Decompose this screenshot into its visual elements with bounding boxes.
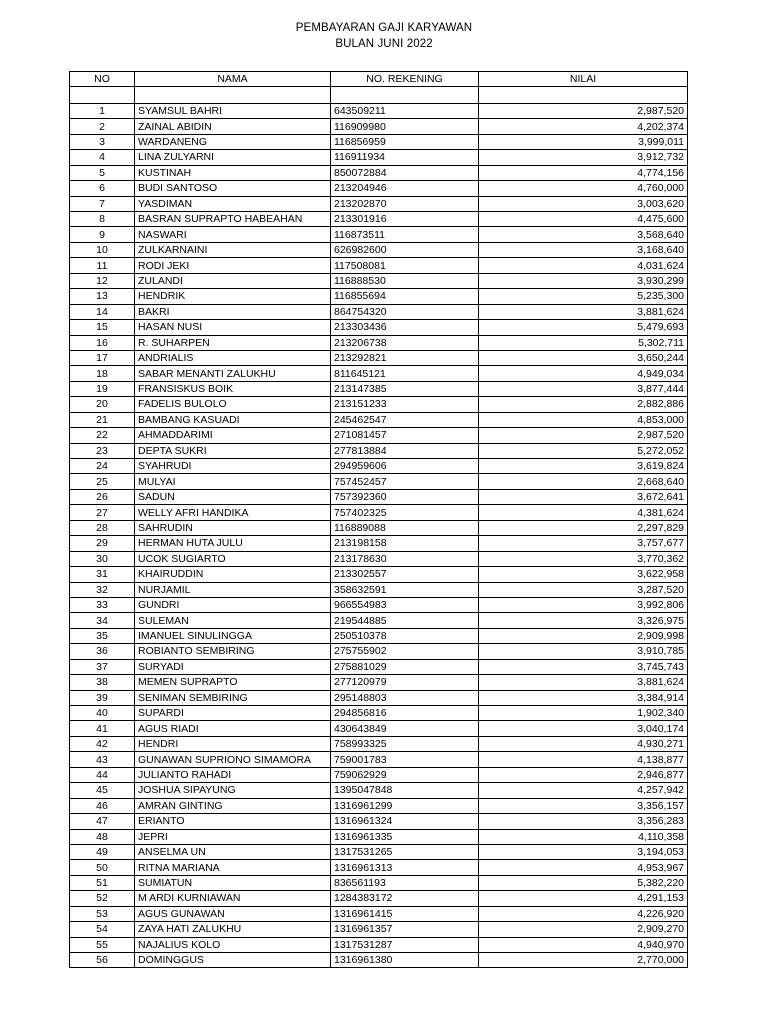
employee-name: IMANUEL SINULINGGA [135,628,331,643]
table-row [70,474,688,489]
row-number: 35 [70,628,135,643]
row-number: 34 [70,613,135,628]
employee-name: BASRAN SUPRAPTO HABEAHAN [135,212,331,227]
row-number: 45 [70,783,135,798]
employee-name: SURYADI [135,659,331,674]
salary-amount: 4,853,000 [479,412,688,427]
employee-name: HENDRI [135,736,331,751]
document-title: PEMBAYARAN GAJI KARYAWAN [295,22,473,34]
salary-amount: 4,475,600 [479,212,688,227]
salary-amount: 5,302,711 [479,335,688,350]
table-row [70,536,688,551]
salary-amount: 4,953,967 [479,860,688,875]
table-row [70,273,688,288]
row-number: 32 [70,582,135,597]
employee-name: BAKRI [135,304,331,319]
blank-cell [331,87,479,104]
salary-amount: 4,930,271 [479,736,688,751]
employee-name: ZULKARNAINI [135,242,331,257]
employee-name: JEPRI [135,829,331,844]
employee-name: BAMBANG KASUADI [135,412,331,427]
table-row [70,520,688,535]
employee-name: ZULANDI [135,273,331,288]
table-row [70,783,688,798]
salary-amount: 3,992,806 [479,597,688,612]
table-row [70,412,688,427]
account-number: 213303436 [331,320,479,335]
account-number: 1316961324 [331,814,479,829]
account-number: 219544885 [331,613,479,628]
column-header-no: NO [70,72,135,87]
table-row [70,258,688,273]
table-row [70,613,688,628]
salary-amount: 4,257,942 [479,783,688,798]
account-number: 213301916 [331,212,479,227]
employee-name: RODI JEKI [135,258,331,273]
account-number: 116856959 [331,134,479,149]
table-row [70,644,688,659]
account-number: 117508081 [331,258,479,273]
table-row [70,582,688,597]
table-row [70,489,688,504]
salary-amount: 3,622,958 [479,567,688,582]
row-number: 10 [70,242,135,257]
account-number: 116873511 [331,227,479,242]
row-number: 18 [70,366,135,381]
salary-amount: 3,930,299 [479,273,688,288]
account-number: 116911934 [331,150,479,165]
employee-name: NAJALIUS KOLO [135,937,331,952]
account-number: 626982600 [331,242,479,257]
employee-name: DEPTA SUKRI [135,443,331,458]
row-number: 36 [70,644,135,659]
salary-amount: 3,040,174 [479,721,688,736]
account-number: 213292821 [331,350,479,365]
account-number: 836561193 [331,875,479,890]
employee-name: NASWARI [135,227,331,242]
salary-amount: 4,202,374 [479,119,688,134]
table-row [70,397,688,412]
employee-name: JULIANTO RAHADI [135,767,331,782]
row-number: 50 [70,860,135,875]
table-row [70,844,688,859]
employee-name: ROBIANTO SEMBIRING [135,644,331,659]
salary-amount: 5,479,693 [479,320,688,335]
account-number: 1317531265 [331,844,479,859]
table-row [70,659,688,674]
employee-name: SADUN [135,489,331,504]
blank-cell [479,87,688,104]
account-number: 275755902 [331,644,479,659]
salary-amount: 2,770,000 [479,953,688,968]
account-number: 1316961357 [331,922,479,937]
account-number: 966554983 [331,597,479,612]
employee-name: HASAN NUSI [135,320,331,335]
payroll-table [69,71,688,968]
employee-name: JOSHUA SIPAYUNG [135,783,331,798]
salary-amount: 3,912,732 [479,150,688,165]
employee-name: ANSELMA UN [135,844,331,859]
table-row [70,922,688,937]
account-number: 271081457 [331,428,479,443]
account-number: 1317531287 [331,937,479,952]
table-row [70,165,688,180]
salary-amount: 4,760,000 [479,181,688,196]
account-number: 758993325 [331,736,479,751]
employee-name: MULYAI [135,474,331,489]
salary-amount: 4,949,034 [479,366,688,381]
table-row [70,289,688,304]
row-number: 14 [70,304,135,319]
row-number: 56 [70,953,135,968]
row-number: 20 [70,397,135,412]
account-number: 850072884 [331,165,479,180]
table-row [70,103,688,118]
employee-name: RITNA MARIANA [135,860,331,875]
account-number: 275881029 [331,659,479,674]
employee-name: ZAINAL ABIDIN [135,119,331,134]
account-number: 757452457 [331,474,479,489]
employee-name: GUNAWAN SUPRIONO SIMAMORA [135,752,331,767]
table-row [70,150,688,165]
row-number: 26 [70,489,135,504]
employee-name: WARDANENG [135,134,331,149]
salary-amount: 2,987,520 [479,428,688,443]
salary-amount: 4,226,920 [479,906,688,921]
employee-name: HERMAN HUTA JULU [135,536,331,551]
employee-name: SAHRUDIN [135,520,331,535]
row-number: 19 [70,381,135,396]
blank-cell [70,87,135,104]
employee-name: SULEMAN [135,613,331,628]
row-number: 16 [70,335,135,350]
employee-name: SUMIATUN [135,875,331,890]
salary-amount: 4,940,970 [479,937,688,952]
row-number: 38 [70,675,135,690]
account-number: 1316961380 [331,953,479,968]
account-number: 757402325 [331,505,479,520]
salary-amount: 3,168,640 [479,242,688,257]
account-number: 294856816 [331,706,479,721]
row-number: 30 [70,551,135,566]
column-header-nama: NAMA [135,72,331,87]
employee-name: HENDRIK [135,289,331,304]
table-row [70,381,688,396]
row-number: 42 [70,736,135,751]
document-subtitle: BULAN JUNI 2022 [335,38,433,50]
row-number: 53 [70,906,135,921]
table-row [70,320,688,335]
employee-name: UCOK SUGIARTO [135,551,331,566]
employee-name: FADELIS BULOLO [135,397,331,412]
account-number: 864754320 [331,304,479,319]
account-number: 245462547 [331,412,479,427]
account-number: 1316961415 [331,906,479,921]
employee-name: SENIMAN SEMBIRING [135,690,331,705]
salary-amount: 3,757,677 [479,536,688,551]
row-number: 41 [70,721,135,736]
account-number: 213302557 [331,567,479,582]
employee-name: AGUS RIADI [135,721,331,736]
employee-name: ERIANTO [135,814,331,829]
table-row [70,628,688,643]
account-number: 1284383172 [331,891,479,906]
table-row [70,134,688,149]
row-number: 11 [70,258,135,273]
table-row [70,829,688,844]
table-row [70,706,688,721]
salary-amount: 3,287,520 [479,582,688,597]
row-number: 2 [70,119,135,134]
salary-amount: 5,235,300 [479,289,688,304]
account-number: 213198158 [331,536,479,551]
salary-amount: 2,297,829 [479,520,688,535]
row-number: 29 [70,536,135,551]
salary-amount: 3,003,620 [479,196,688,211]
salary-amount: 2,909,998 [479,628,688,643]
employee-name: KHAIRUDDIN [135,567,331,582]
account-number: 1316961335 [331,829,479,844]
row-number: 31 [70,567,135,582]
row-number: 13 [70,289,135,304]
salary-amount: 4,138,877 [479,752,688,767]
salary-amount: 2,987,520 [479,103,688,118]
account-number: 213204946 [331,181,479,196]
table-row [70,860,688,875]
employee-name: SYAHRUDI [135,459,331,474]
account-number: 759062929 [331,767,479,782]
account-number: 295148803 [331,690,479,705]
row-number: 9 [70,227,135,242]
table-row [70,443,688,458]
salary-amount: 2,909,270 [479,922,688,937]
table-row [70,767,688,782]
salary-amount: 3,326,975 [479,613,688,628]
salary-amount: 3,881,624 [479,675,688,690]
row-number: 37 [70,659,135,674]
salary-amount: 3,910,785 [479,644,688,659]
table-row [70,752,688,767]
table-row [70,350,688,365]
account-number: 1316961299 [331,798,479,813]
employee-name: AGUS GUNAWAN [135,906,331,921]
row-number: 8 [70,212,135,227]
row-number: 40 [70,706,135,721]
account-number: 250510378 [331,628,479,643]
table-row [70,196,688,211]
row-number: 21 [70,412,135,427]
salary-amount: 3,745,743 [479,659,688,674]
salary-amount: 1,902,340 [479,706,688,721]
salary-amount: 3,672,641 [479,489,688,504]
row-number: 44 [70,767,135,782]
salary-amount: 5,382,220 [479,875,688,890]
row-number: 39 [70,690,135,705]
employee-name: AMRAN GINTING [135,798,331,813]
row-number: 48 [70,829,135,844]
salary-amount: 3,194,053 [479,844,688,859]
salary-amount: 4,774,156 [479,165,688,180]
row-number: 24 [70,459,135,474]
row-number: 49 [70,844,135,859]
table-row [70,690,688,705]
salary-amount: 3,384,914 [479,690,688,705]
row-number: 22 [70,428,135,443]
salary-amount: 4,381,624 [479,505,688,520]
account-number: 213206738 [331,335,479,350]
account-number: 358632591 [331,582,479,597]
table-row [70,551,688,566]
account-number: 430643849 [331,721,479,736]
salary-amount: 4,031,624 [479,258,688,273]
row-number: 15 [70,320,135,335]
column-header-rekening: NO. REKENING [331,72,479,87]
salary-amount: 3,650,244 [479,350,688,365]
account-number: 643509211 [331,103,479,118]
table-row [70,242,688,257]
salary-amount: 3,770,362 [479,551,688,566]
table-row [70,953,688,968]
table-row [70,736,688,751]
table-row [70,459,688,474]
salary-amount: 3,568,640 [479,227,688,242]
table-row [70,875,688,890]
employee-name: AHMADDARIMI [135,428,331,443]
employee-name: FRANSISKUS BOIK [135,381,331,396]
account-number: 1395047848 [331,783,479,798]
table-body [70,87,688,968]
table-row [70,675,688,690]
blank-row [70,87,688,104]
salary-amount: 2,668,640 [479,474,688,489]
employee-name: YASDIMAN [135,196,331,211]
employee-name: MEMEN SUPRAPTO [135,675,331,690]
column-header-nilai: NILAI [479,72,688,87]
table-row [70,814,688,829]
employee-name: ANDRIALIS [135,350,331,365]
salary-amount: 5,272,052 [479,443,688,458]
table-row [70,505,688,520]
row-number: 47 [70,814,135,829]
employee-name: R. SUHARPEN [135,335,331,350]
employee-name: LINA ZULYARNI [135,150,331,165]
salary-amount: 3,877,444 [479,381,688,396]
salary-amount: 2,946,877 [479,767,688,782]
table-row [70,181,688,196]
blank-cell [135,87,331,104]
salary-amount: 3,999,011 [479,134,688,149]
account-number: 213147385 [331,381,479,396]
employee-name: NURJAMIL [135,582,331,597]
table-row [70,798,688,813]
row-number: 23 [70,443,135,458]
account-number: 757392360 [331,489,479,504]
account-number: 294959606 [331,459,479,474]
employee-name: KUSTINAH [135,165,331,180]
row-number: 52 [70,891,135,906]
table-row [70,366,688,381]
table-row [70,119,688,134]
row-number: 54 [70,922,135,937]
row-number: 1 [70,103,135,118]
employee-name: BUDI SANTOSO [135,181,331,196]
employee-name: SABAR MENANTI ZALUKHU [135,366,331,381]
salary-amount: 3,619,824 [479,459,688,474]
account-number: 277120979 [331,675,479,690]
table-row [70,212,688,227]
salary-amount: 4,110,358 [479,829,688,844]
row-number: 43 [70,752,135,767]
employee-name: SYAMSUL BAHRI [135,103,331,118]
salary-amount: 4,291,153 [479,891,688,906]
account-number: 811645121 [331,366,479,381]
account-number: 213178630 [331,551,479,566]
table-row [70,428,688,443]
row-number: 7 [70,196,135,211]
account-number: 1316961313 [331,860,479,875]
employee-name: WELLY AFRI HANDIKA [135,505,331,520]
account-number: 116909980 [331,119,479,134]
salary-amount: 2,882,886 [479,397,688,412]
employee-name: DOMINGGUS [135,953,331,968]
employee-name: GUNDRI [135,597,331,612]
account-number: 759001783 [331,752,479,767]
employee-name: ZAYA HATI ZALUKHU [135,922,331,937]
salary-amount: 3,356,157 [479,798,688,813]
table-row [70,597,688,612]
row-number: 25 [70,474,135,489]
employee-name: SUPARDI [135,706,331,721]
account-number: 213202870 [331,196,479,211]
table-row [70,891,688,906]
row-number: 6 [70,181,135,196]
salary-amount: 3,356,283 [479,814,688,829]
row-number: 55 [70,937,135,952]
row-number: 3 [70,134,135,149]
row-number: 51 [70,875,135,890]
row-number: 17 [70,350,135,365]
employee-name: M ARDI KURNIAWAN [135,891,331,906]
table-row [70,567,688,582]
table-row [70,721,688,736]
row-number: 28 [70,520,135,535]
table-row [70,335,688,350]
account-number: 116855694 [331,289,479,304]
row-number: 33 [70,597,135,612]
salary-amount: 3,881,624 [479,304,688,319]
table-row [70,304,688,319]
row-number: 46 [70,798,135,813]
row-number: 4 [70,150,135,165]
row-number: 27 [70,505,135,520]
row-number: 12 [70,273,135,288]
table-row [70,937,688,952]
table-header-row [70,72,688,87]
account-number: 116889088 [331,520,479,535]
account-number: 213151233 [331,397,479,412]
table-row [70,227,688,242]
account-number: 277813884 [331,443,479,458]
table-row [70,906,688,921]
row-number: 5 [70,165,135,180]
account-number: 116888530 [331,273,479,288]
